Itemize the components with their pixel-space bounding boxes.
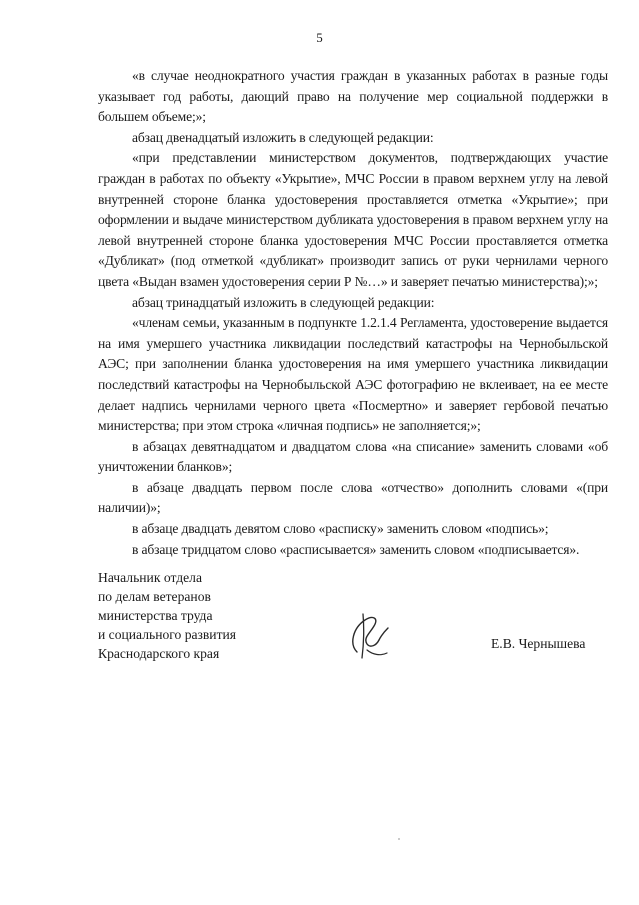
paragraph-6: в абзацах девятнадцатом и двадцатом слова «на списание» заменить словами «об уничтожении бланков»; — [98, 438, 608, 475]
signatory-title-line: и социального развития — [98, 627, 237, 642]
signatory-name: Е.В. Чернышева — [491, 636, 586, 651]
signatory-title-line: Краснодарского края — [98, 646, 220, 661]
paragraph-7: в абзаце двадцать первом после слова «отчество» дополнить словами «(при наличии)»; — [98, 479, 608, 516]
paragraph-9: в абзаце тридцатом слово «расписывается» заменить словом «подписывается». — [132, 541, 580, 557]
document-body — [98, 66, 608, 560]
paragraph-8: в абзаце двадцать девятом слово «расписку» заменить словом «подпись»; — [132, 521, 549, 537]
page-number: 5 — [316, 30, 323, 45]
paragraph-3: «при представлении министерством документов, подтверждающих участие граждан в работах по объекту «Укрытие», МЧС России в правом верхнем углу на левой внутренней стороне бланка удостоверения проставляется отметка «Укрытие»; при оформлении и выдаче министерством дубликата удостоверения в правом верхнем углу на левой внутренней стороне бланка удостоверения МЧС России проставляется отметка «Дубликат» (под отметкой «дубликат» производит запись от руки чернилами черного цвета «Выдан взамен удостоверения серии Р №…» и заверяет печатью министерства);»; — [98, 150, 608, 289]
paragraph-1: «в случае неоднократного участия граждан в указанных работах в разные годы указывает год работы, дающий право на получение мер социальной поддержки в большем объеме;»; — [98, 68, 608, 125]
signatory-title-line: министерства труда — [98, 608, 213, 623]
signatory-title-line: по делам ветеранов — [98, 589, 211, 604]
paragraph-4: абзац тринадцатый изложить в следующей редакции: — [132, 294, 435, 310]
paragraph-2: абзац двенадцатый изложить в следующей редакции: — [132, 129, 434, 145]
scan-speck — [398, 838, 400, 840]
signatory-title-line: Начальник отдела — [98, 570, 202, 585]
paragraph-5: «членам семьи, указанным в подпункте 1.2.1.4 Регламента, удостоверение выдается на имя умершего участника ликвидации последствий катастрофы на Чернобыльской АЭС; при заполнении бланка удостоверения на имя умершего участника ликвидации последствий катастрофы на Чернобыльской АЭС фотографию не вклеивает, на ее месте делает надпись чернилами черного цвета «Посмертно» и заверяет гербовой печатью министерства; при этом строка «личная подпись» не заполняется;»; — [98, 315, 608, 434]
signature-block — [98, 568, 618, 688]
handwritten-signature — [343, 606, 395, 662]
